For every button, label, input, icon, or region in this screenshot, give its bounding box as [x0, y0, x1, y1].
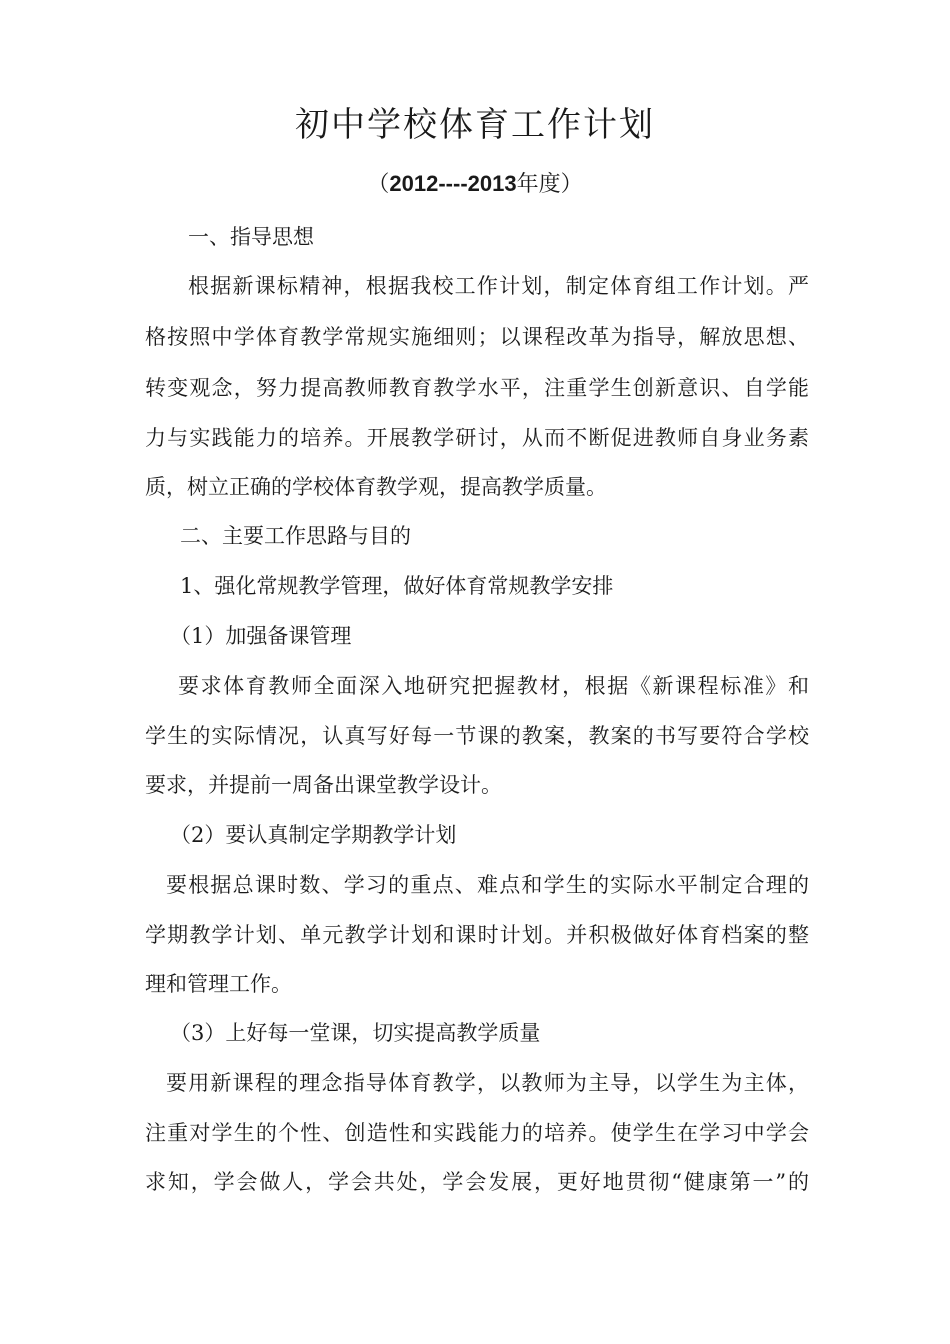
paragraph-line: 学生的实际情况，认真写好每一节课的教案，教案的书写要符合学校: [145, 724, 809, 748]
subtitle-year: 2012----2013: [389, 171, 517, 196]
subtitle-open: （: [367, 172, 390, 197]
paragraph-line: 格按照中学体育教学常规实施细则；以课程改革为指导，解放思想、: [145, 325, 809, 349]
paragraph-line: 注重对学生的个性、创造性和实践能力的培养。使学生在学习中学会: [145, 1121, 809, 1145]
paragraph-line: 学期教学计划、单元教学计划和课时计划。并积极做好体育档案的整: [145, 923, 809, 947]
subtitle-tail: 年度）: [516, 172, 583, 197]
document-subtitle: [0, 164, 950, 205]
paragraph-line: 理和管理工作。: [145, 972, 292, 996]
paragraph-line: 力与实践能力的培养。开展教学研讨，从而不断促进教师自身业务素: [145, 426, 809, 450]
paragraph-line: 求知，学会做人，学会共处，学会发展，更好地贯彻“健康第一”的: [145, 1170, 809, 1194]
paragraph-line: 要求，并提前一周备出课堂教学设计。: [145, 773, 502, 797]
paragraph-line: 要求体育教师全面深入地研究把握教材，根据《新课程标准》和: [178, 674, 809, 698]
paragraph-line: 根据新课标精神，根据我校工作计划，制定体育组工作计划。严: [188, 274, 809, 298]
heading-guiding-ideology: 一、指导思想: [188, 225, 314, 249]
heading-each-class: （3）上好每一堂课，切实提高教学质量: [170, 1021, 541, 1045]
paragraph-line: 转变观念，努力提高教师教育教学水平，注重学生创新意识、自学能: [145, 376, 809, 400]
paragraph-line: 质，树立正确的学校体育教学观，提高教学质量。: [145, 475, 607, 499]
paragraph-line: 要用新课程的理念指导体育教学，以教师为主导，以学生为主体，: [166, 1071, 809, 1095]
heading-strengthen-routine: 1、强化常规教学管理，做好体育常规教学安排: [180, 574, 614, 598]
heading-term-plan: （2）要认真制定学期教学计划: [170, 823, 457, 847]
document-title: 初中学校体育工作计划: [295, 105, 655, 145]
heading-lesson-prep: （1）加强备课管理: [170, 624, 352, 648]
paragraph-line: 要根据总课时数、学习的重点、难点和学生的实际水平制定合理的: [166, 873, 809, 897]
heading-main-work-ideas: 二、主要工作思路与目的: [180, 524, 411, 548]
